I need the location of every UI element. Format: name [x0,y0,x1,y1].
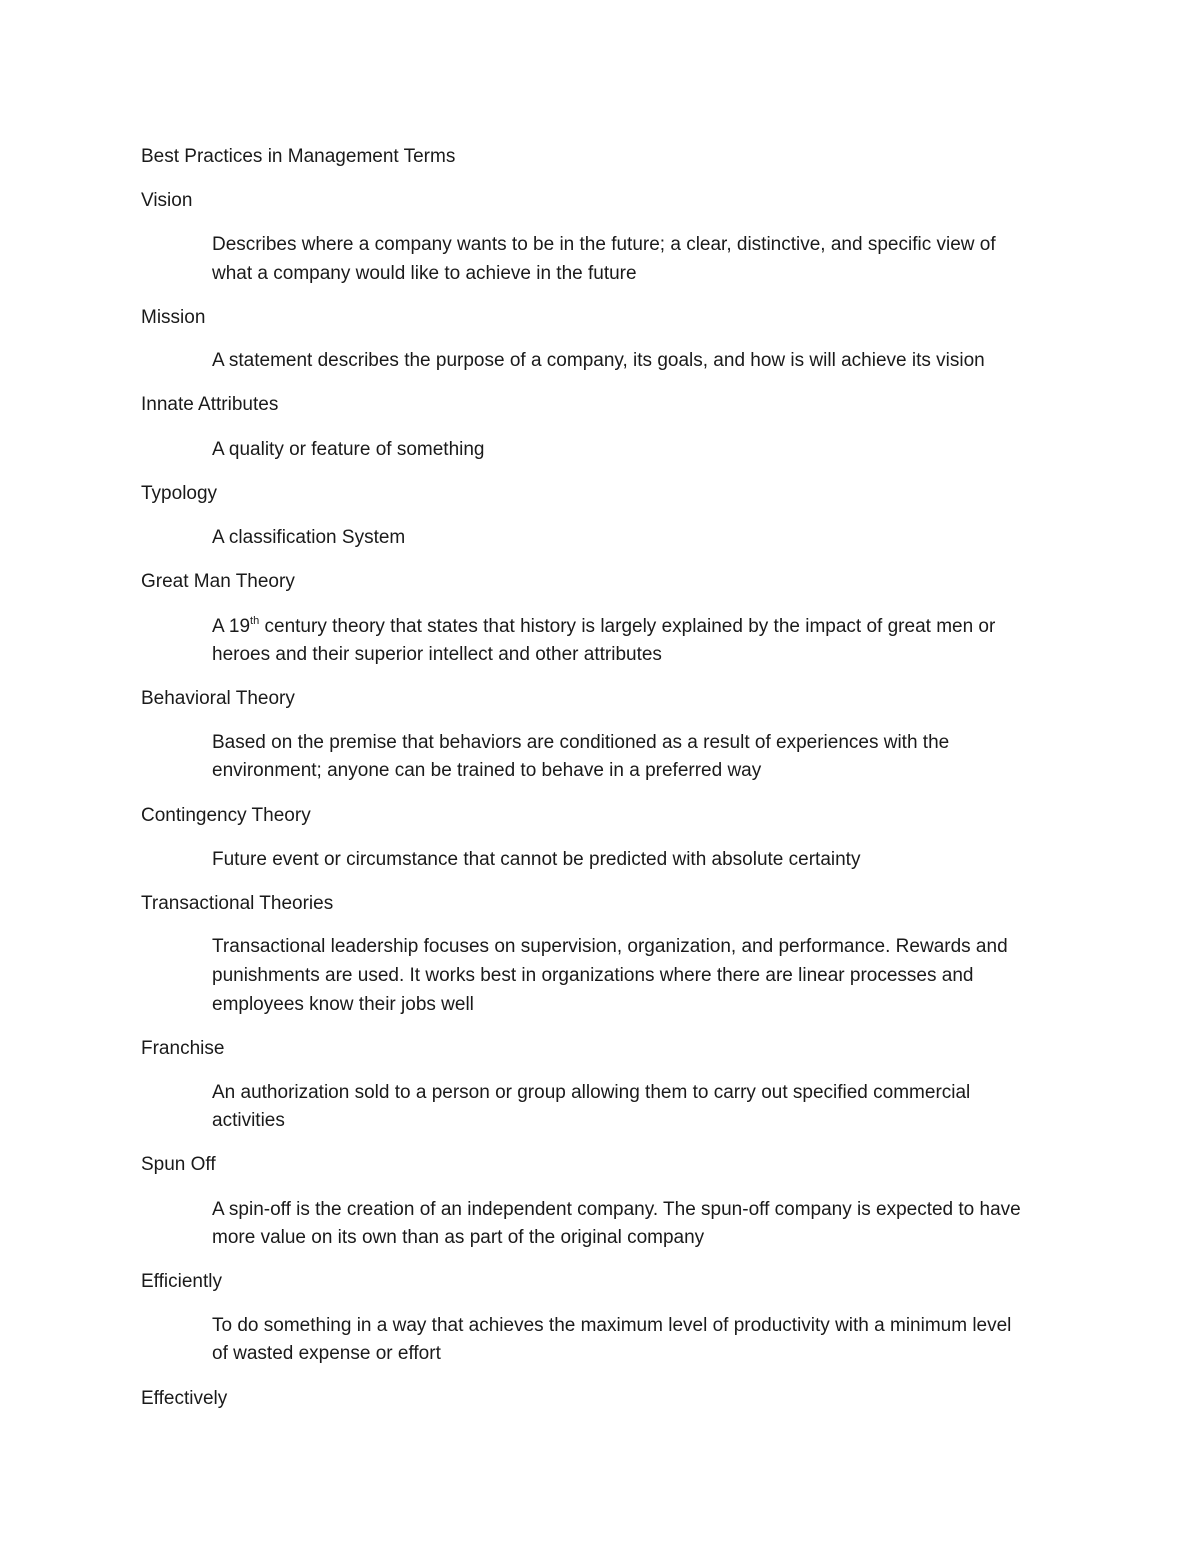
definition-vision-line-1: Describes where a company wants to be in the future; a clear, distinctive, and specific view of [212,234,996,255]
term-mission: Mission [141,307,206,328]
definition-great-man-theory-line-2: heroes and their superior intellect and other attributes [212,644,662,665]
definition-mission: A statement describes the purpose of a company, its goals, and how is will achieve its vision [212,350,985,371]
definition-efficiently-line-1: To do something in a way that achieves the maximum level of productivity with a minimum level [212,1315,1012,1336]
term-effectively: Effectively [141,1388,228,1409]
term-spun-off: Spun Off [141,1154,216,1175]
definition-spun-off-line-2: more value on its own than as part of the original company [212,1227,705,1248]
term-transactional-theories: Transactional Theories [141,893,334,914]
term-innate-attributes: Innate Attributes [141,394,279,415]
term-typology: Typology [141,483,218,504]
definition-spun-off-line-1: A spin-off is the creation of an independent company. The spun-off company is expected to have [212,1199,1021,1220]
term-franchise: Franchise [141,1038,225,1059]
definition-transactional-theories-line-2: punishments are used. It works best in organizations where there are linear processes and [212,965,974,986]
definition-great-man-theory-line-1 [212,612,995,641]
definition-franchise-line-2: activities [212,1110,285,1131]
definition-typology: A classification System [212,527,406,548]
term-efficiently: Efficiently [141,1271,222,1292]
definition-transactional-theories-line-1: Transactional leadership focuses on supervision, organization, and performance. Rewards and [212,936,1008,957]
definition-vision-line-2: what a company would like to achieve in the future [212,263,637,284]
definition-innate-attributes: A quality or feature of something [212,439,485,460]
term-behavioral-theory: Behavioral Theory [141,688,295,709]
definition-behavioral-theory-line-2: environment; anyone can be trained to behave in a preferred way [212,760,762,781]
definition-suffix: century theory that states that history is largely explained by the impact of great men or [259,616,996,637]
definition-franchise-line-1: An authorization sold to a person or group allowing them to carry out specified commercial [212,1082,971,1103]
definition-transactional-theories-line-3: employees know their jobs well [212,994,474,1015]
ordinal-superscript: th [250,614,260,627]
definition-contingency-theory: Future event or circumstance that cannot be predicted with absolute certainty [212,849,861,870]
term-great-man-theory: Great Man Theory [141,571,295,592]
definition-behavioral-theory-line-1: Based on the premise that behaviors are conditioned as a result of experiences with the [212,732,950,753]
term-contingency-theory: Contingency Theory [141,805,311,826]
document-title: Best Practices in Management Terms [141,146,456,167]
term-vision: Vision [141,190,193,211]
definition-prefix: A 19 [212,616,251,637]
definition-efficiently-line-2: of wasted expense or effort [212,1343,441,1364]
